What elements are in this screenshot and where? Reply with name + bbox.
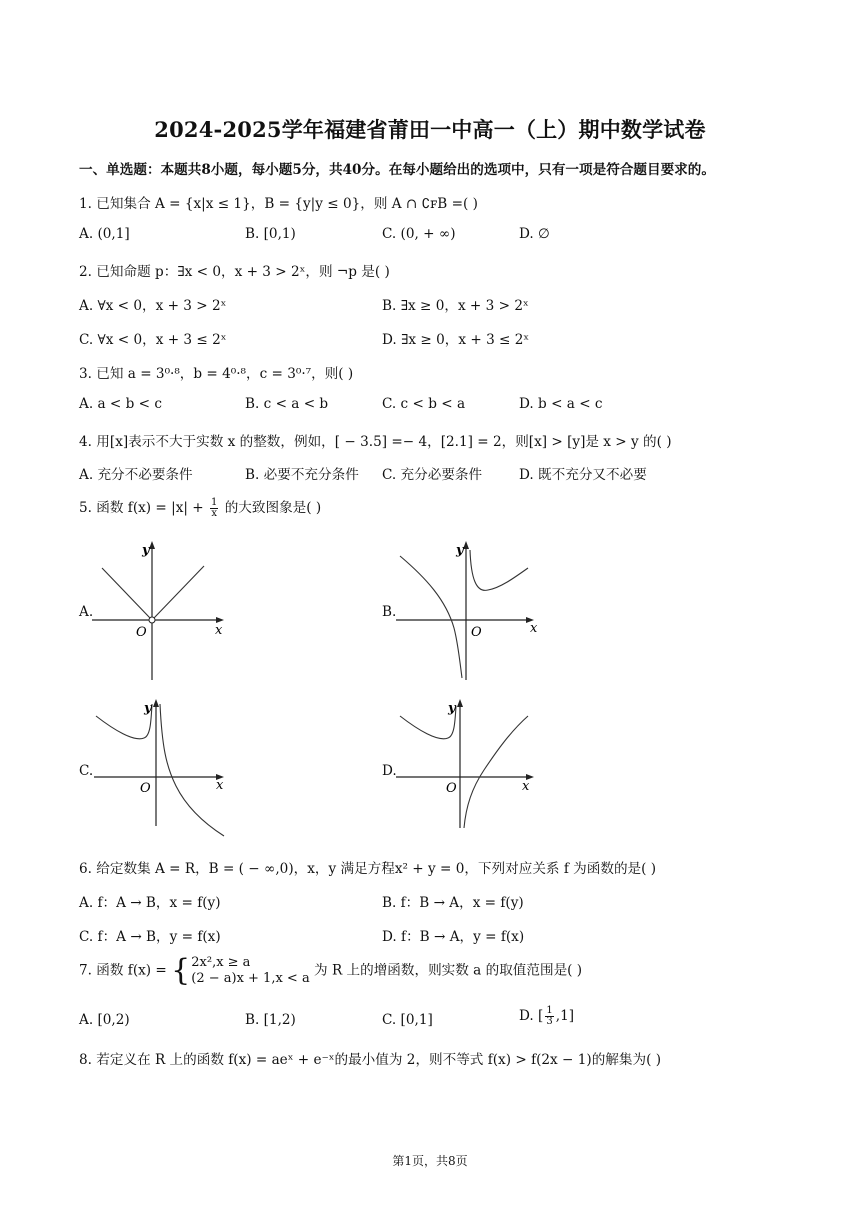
q5-fraction xyxy=(210,498,218,519)
q4-option-b: B. 必要不充分条件 xyxy=(245,467,359,483)
question-7-stem xyxy=(79,955,582,987)
question-1-stem: 1. 已知集合 A = {x|x ≤ 1}，B = {y|y ≤ 0}，则 A ∩ ∁ꜰB =( ) xyxy=(79,196,478,212)
section-heading: 一、单选题：本题共8小题，每小题5分，共40分。在每小题给出的选项中，只有一项是符合题目要求的。 xyxy=(79,162,715,178)
graph-b-label: B. xyxy=(382,604,397,620)
question-6-stem: 6. 给定数集 A = R，B = ( − ∞,0)，x，y 满足方程x² + y = 0，下列对应关系 f 为函数的是( ) xyxy=(79,861,657,877)
q5-stem-post: 的大致图象是( ) xyxy=(224,500,322,516)
graph-c-origin-label: O xyxy=(140,781,151,796)
q4-option-a: A. 充分不必要条件 xyxy=(79,467,193,483)
graph-a-label: A. xyxy=(79,604,94,620)
q2-option-a: A. ∀x < 0，x + 3 > 2ˣ xyxy=(79,298,227,314)
q3-option-b: B. c < a < b xyxy=(245,396,329,412)
q7-option-c: C. [0,1] xyxy=(382,1012,433,1028)
q2-option-c: C. ∀x < 0，x + 3 ≤ 2ˣ xyxy=(79,332,227,348)
q1-option-b: B. [0,1) xyxy=(245,226,296,242)
question-8-stem: 8. 若定义在 R 上的函数 f(x) = aeˣ + e⁻ˣ的最小值为 2，则不等式 f(x) > f(2x − 1)的解集为( ) xyxy=(79,1052,662,1068)
q1-option-c: C. (0, + ∞) xyxy=(382,226,456,242)
q6-option-a: A. f：A → B，x = f(y) xyxy=(79,895,221,911)
question-4-stem: 4. 用[x]表示不大于实数 x 的整数，例如，[ − 3.5] =− 4，[2.1] = 2，则[x] > [y]是 x > y 的( ) xyxy=(79,434,672,450)
question-3-stem: 3. 已知 a = 3⁰·⁸，b = 4⁰·⁸，c = 3⁰·⁷，则( ) xyxy=(79,366,354,382)
graph-c-y-label: y xyxy=(144,701,152,716)
q7-cases xyxy=(191,955,309,987)
q7-option-b: B. [1,2) xyxy=(245,1012,296,1028)
q1-option-a: A. (0,1] xyxy=(79,226,130,242)
graph-a-y-label: y xyxy=(142,543,150,558)
q7-stem-post: 为 R 上的增函数，则实数 a 的取值范围是( ) xyxy=(314,962,583,979)
q3-option-a: A. a < b < c xyxy=(79,396,162,412)
graph-b-x-label: x xyxy=(530,621,538,636)
graph-d-label: D. xyxy=(382,763,397,779)
q5-frac-den: x xyxy=(211,508,218,519)
question-2-stem: 2. 已知命题 p：∃x < 0，x + 3 > 2ˣ，则 ¬p 是( ) xyxy=(79,264,390,280)
q2-option-b: B. ∃x ≥ 0，x + 3 > 2ˣ xyxy=(382,298,529,314)
q5-frac-num: 1 xyxy=(211,497,218,508)
graph-d-y-label: y xyxy=(448,701,456,716)
q6-option-b: B. f：B → A，x = f(y) xyxy=(382,895,524,911)
graph-d-x-label: x xyxy=(522,779,530,794)
graph-a xyxy=(92,538,232,680)
q5-stem-pre: 5. 函数 f(x) = |x| + xyxy=(79,500,204,516)
q4-option-d: D. 既不充分又不必要 xyxy=(519,467,647,483)
q3-option-c: C. c < b < a xyxy=(382,396,466,412)
q4-option-c: C. 充分必要条件 xyxy=(382,467,483,483)
question-5-stem xyxy=(79,496,321,519)
graph-c-label: C. xyxy=(79,763,94,779)
q1-option-d: D. ∅ xyxy=(519,226,550,242)
q7-case-1: 2x²,x ≥ a xyxy=(191,955,251,970)
graph-a-origin-label: O xyxy=(136,625,147,640)
graph-c xyxy=(94,696,234,838)
q7-d-num: 1 xyxy=(546,1005,553,1016)
q7-case-2: (2 − a)x + 1,x < a xyxy=(191,971,310,986)
page-title: 2024-2025学年福建省莆田一中高一（上）期中数学试卷 xyxy=(154,117,706,142)
graph-d xyxy=(396,696,542,838)
q7-d-post: ,1] xyxy=(555,1008,575,1024)
q7-d-fraction xyxy=(545,1006,553,1027)
q7-option-d xyxy=(519,1006,574,1027)
q7-stem-pre: 7. 函数 f(x) = xyxy=(79,962,167,979)
q7-brace: { xyxy=(171,953,191,988)
graph-b-y-label: y xyxy=(456,543,464,558)
q6-option-c: C. f：A → B，y = f(x) xyxy=(79,929,221,945)
q2-option-d: D. ∃x ≥ 0，x + 3 ≤ 2ˣ xyxy=(382,332,530,348)
q6-option-d: D. f：B → A，y = f(x) xyxy=(382,929,525,945)
graph-a-x-label: x xyxy=(215,623,223,638)
graph-c-x-label: x xyxy=(216,778,224,793)
page-footer: 第1页，共8页 xyxy=(392,1154,468,1168)
q7-option-a: A. [0,2) xyxy=(79,1012,130,1028)
graph-d-origin-label: O xyxy=(446,781,457,796)
q3-option-d: D. b < a < c xyxy=(519,396,603,412)
q7-d-den: 3 xyxy=(546,1016,553,1027)
graph-b xyxy=(396,538,542,680)
graph-b-origin-label: O xyxy=(471,625,482,640)
q7-d-pre: D. [ xyxy=(519,1008,544,1024)
